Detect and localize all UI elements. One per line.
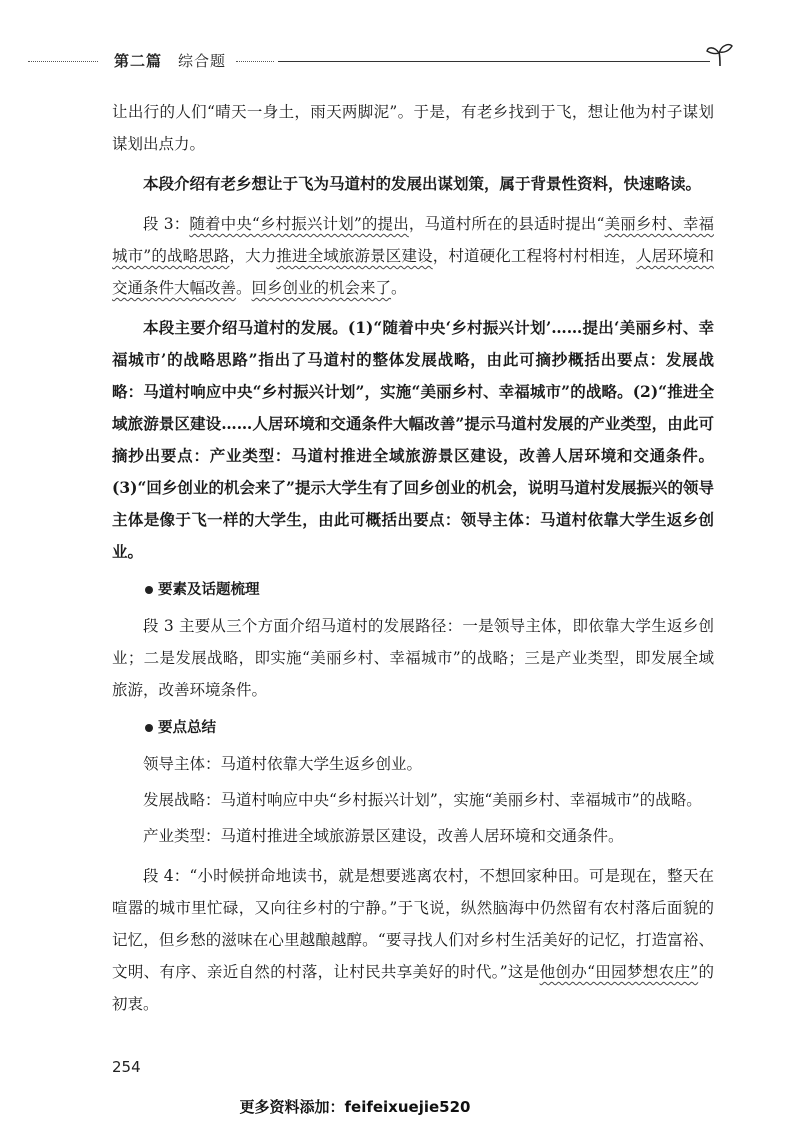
paragraph-continuation: 让出行的人们“晴天一身土，雨天两脚泥”。于是，有老乡找到于飞，想让他为村子谋划谋划出点力。	[112, 103, 714, 153]
header-dotted-leader-left	[28, 61, 98, 62]
segment-3-underline-1: 随着中央“乡村振兴计划”的提出	[189, 215, 409, 233]
segment-3-label: 段 3：	[143, 215, 190, 233]
heading-key-points-text: 要点总结	[158, 720, 216, 736]
paragraph-segment-3	[112, 208, 714, 304]
header-dotted-leader-right	[236, 61, 274, 62]
paragraph-segment-4	[112, 860, 714, 1020]
segment-3-underline-3: 推进全域旅游景区建设	[276, 247, 433, 265]
heading-elements-topics-text: 要素及话题梳理	[158, 582, 260, 598]
summary-industry: 产业类型：马道村推进全域旅游景区建设，改善人居环境和交通条件。	[143, 827, 624, 845]
paragraph-analysis-3: 本段主要介绍马道村的发展。(1)“随着中央‘乡村振兴计划’……提出‘美丽乡村、幸福城市’的战略思路”指出了马道村的整体发展战略，由此可摘抄概括出要点：发展战略：马道村响应中央“乡村振兴计划”，实施“美丽乡村、幸福城市”的战略。(2)“推进全域旅游景区建设……人居环境和交通条件大幅改善”提示马道村发展的产业类型，由此可摘抄出要点：产业类型：马道村推进全域旅游景区建设，改善人居环境和交通条件。(3)“回乡创业的机会来了”提示大学生有了回乡创业的机会，说明马道村发展振兴的领导主体是像于飞一样的大学生，由此可概括出要点：领导主体：马道村依靠大学生返乡创业。	[112, 318, 714, 561]
footer-note	[0, 1096, 800, 1117]
segment-3-text-5: 。	[391, 279, 407, 297]
bullet-dot-icon	[145, 586, 153, 594]
summary-leadership: 领导主体：马道村依靠大学生返乡创业。	[143, 755, 423, 773]
footer-text: 更多资料添加：feifeixuejie520	[239, 1098, 471, 1116]
heading-elements-topics	[112, 576, 714, 604]
segment-4-text-1: 段 4：“小时候拼命地读书，就是想要逃离农村，不想回家种田。可是现在，整天在喧嚣的城市里忙碌，又向往乡村的宁静。”于飞说，纵然脑海中仍然留有农村落后面貌的记忆，但乡愁的滋味在心里越酿越醇。“要寻找人们对乡村生活美好的记忆，打造富裕、文明、有序、亲近自然的村落，让村民共享美好的时代。”这是	[112, 867, 714, 981]
heading-key-points	[112, 714, 714, 742]
segment-3-text-2: ，大力	[229, 247, 277, 265]
segment-3-text-1: ，马道村所在的县适时提出“	[408, 215, 605, 233]
running-header	[28, 42, 728, 82]
paragraph-topic-summary: 段 3 主要从三个方面介绍马道村的发展路径：一是领导主体，即依靠大学生返乡创业；二是发展战略，即实施“美丽乡村、幸福城市”的战略；三是产业类型，即发展全域旅游，改善环境条件。	[112, 617, 714, 699]
segment-3-underline-5: 回乡创业的机会来了	[251, 279, 392, 297]
segment-3-underline-4: 人居环境和交通条件大幅改善	[112, 247, 714, 297]
segment-4-underline: 他创办“田园梦想农庄”	[539, 963, 699, 981]
summary-strategy: 发展战略：马道村响应中央“乡村振兴计划”，实施“美丽乡村、幸福城市”的战略。	[143, 791, 702, 809]
page-number: 254	[112, 1058, 141, 1076]
segment-3-text-4: 。	[236, 279, 252, 297]
page-body	[112, 96, 714, 1028]
segment-3-underline-2: 美丽乡村、幸福城市”的战略思路	[112, 215, 714, 265]
section-label: 第二篇	[114, 52, 163, 70]
section-name: 综合题	[178, 52, 227, 70]
segment-3-text-3: ，村道硬化工程将村村相连，	[432, 247, 636, 265]
paragraph-analysis-2: 本段介绍有老乡想让于飞为马道村的发展出谋划策，属于背景性资料，快速略读。	[143, 174, 702, 193]
sprout-icon	[704, 42, 736, 68]
segment-4-text-2: 的初衷。	[112, 963, 714, 1013]
header-rule	[278, 61, 710, 62]
bullet-dot-icon	[145, 724, 153, 732]
